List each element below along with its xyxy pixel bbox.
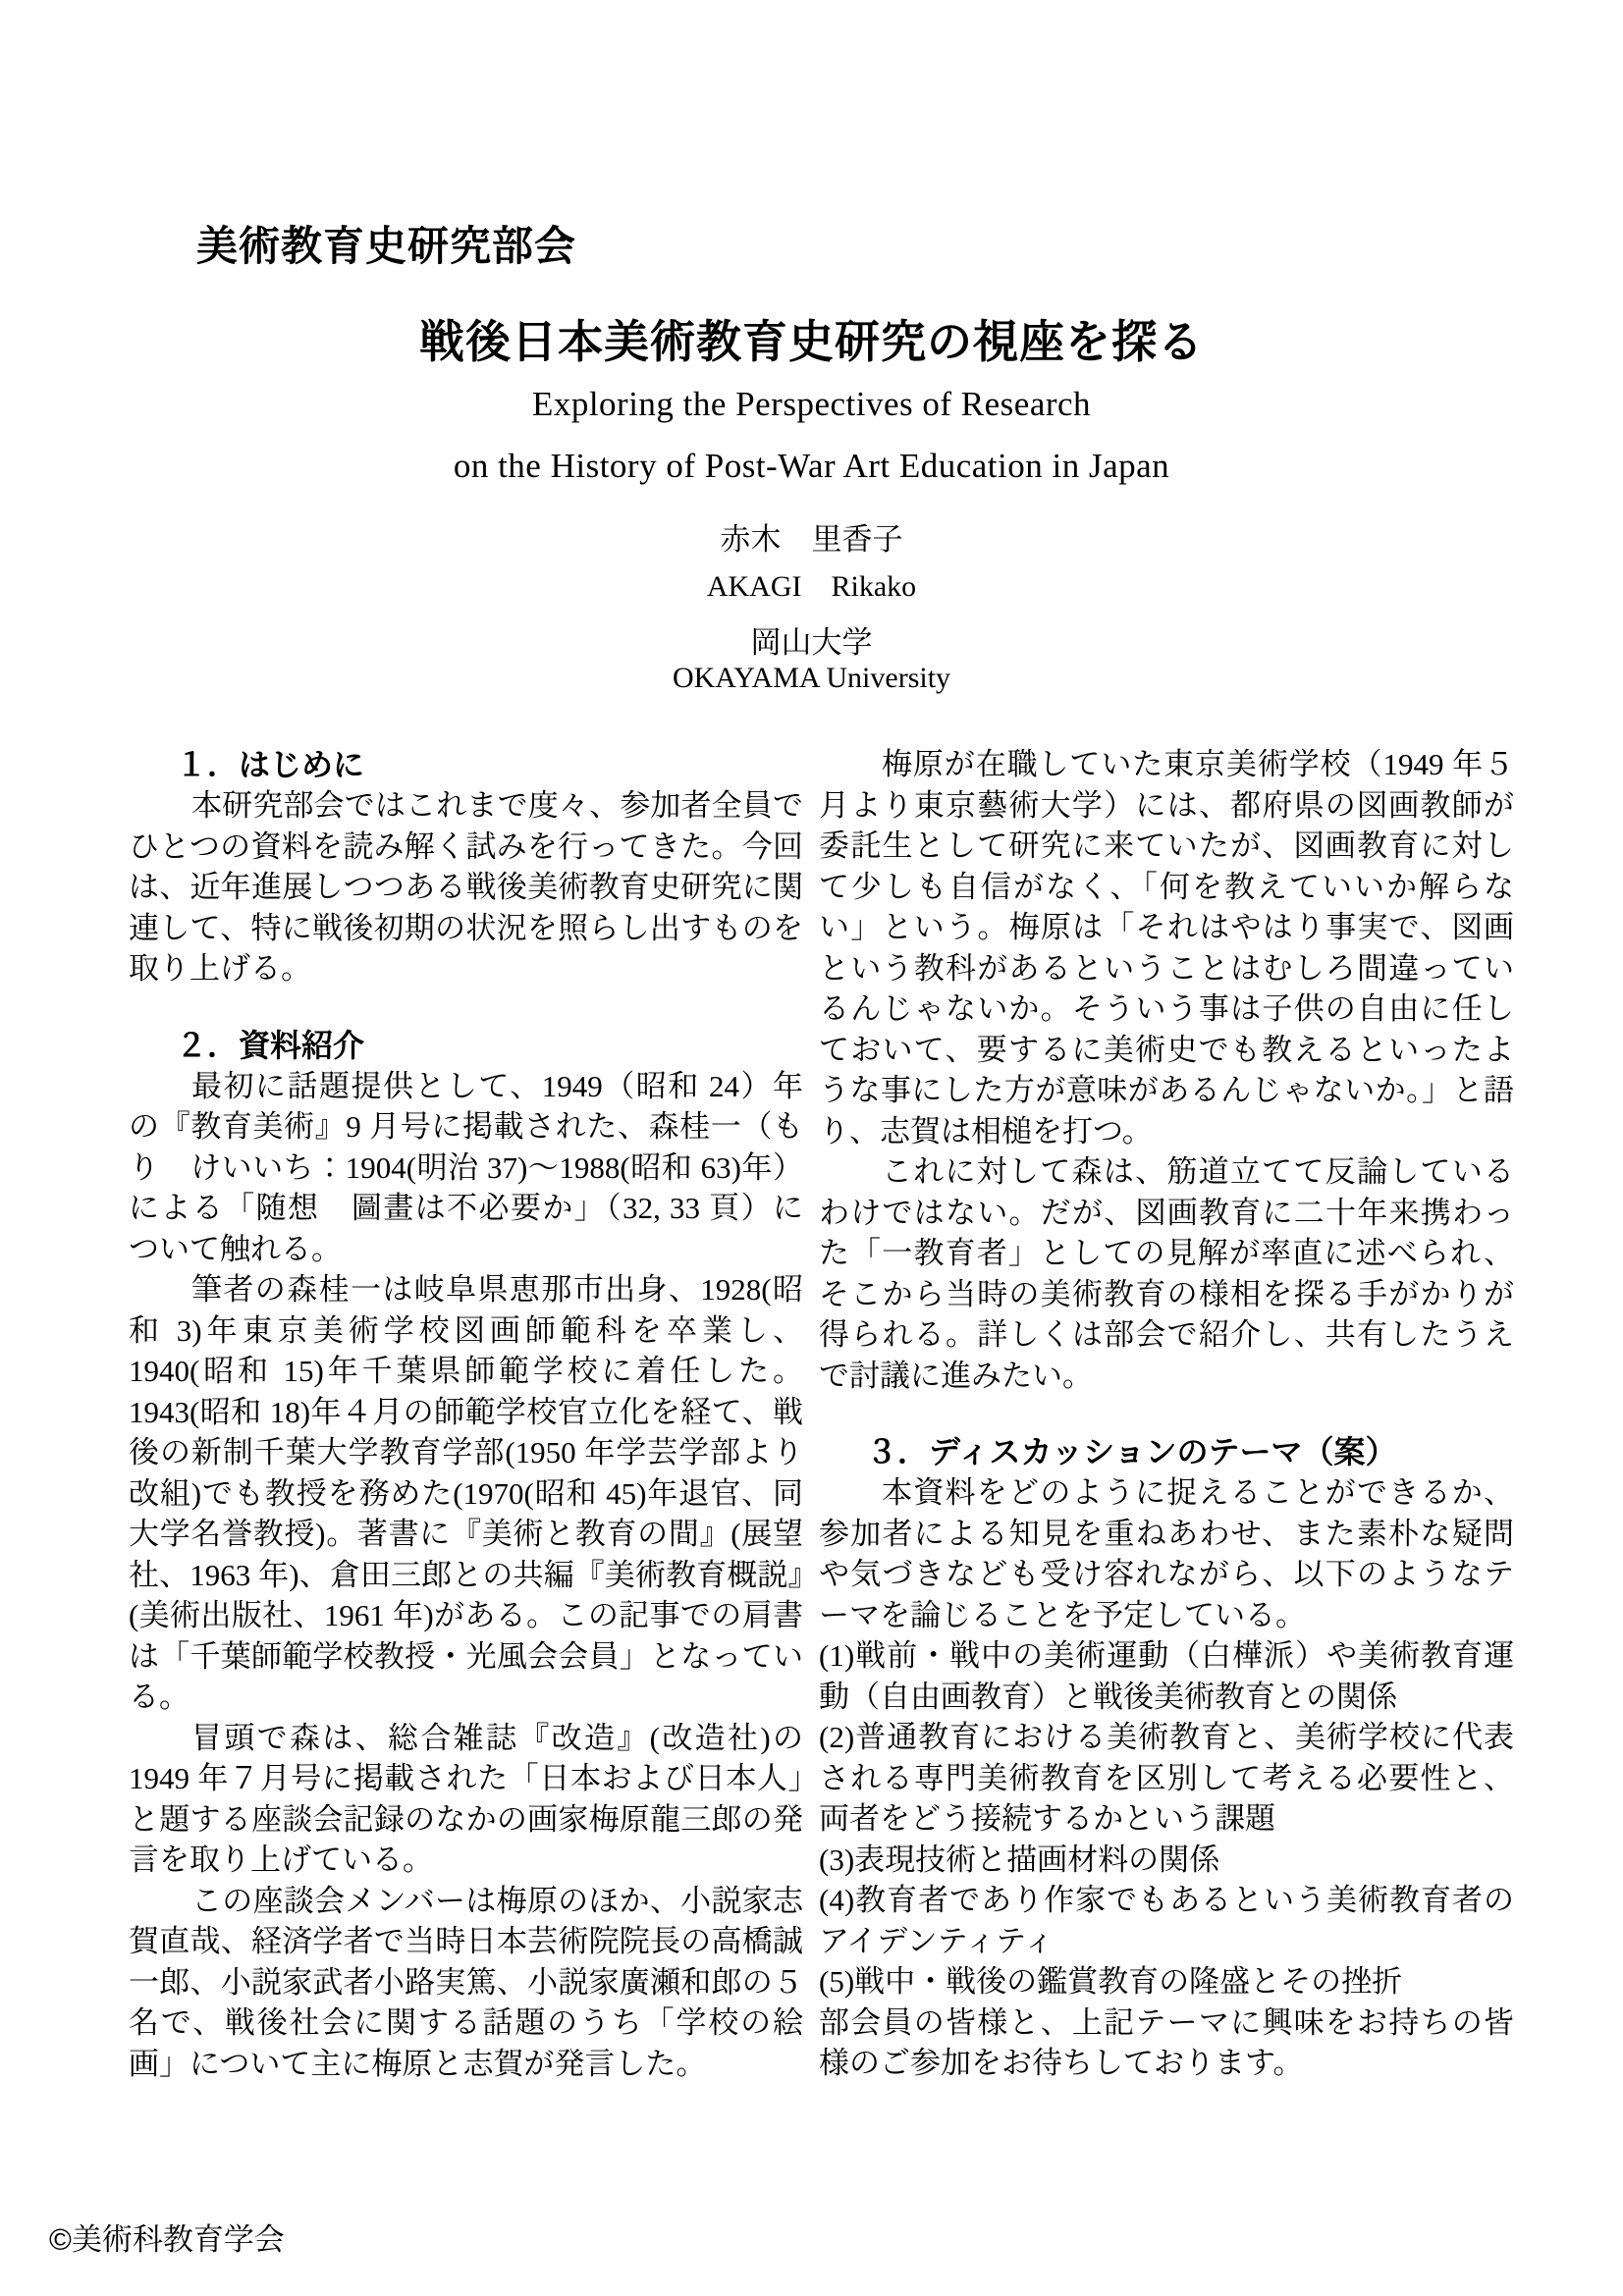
- body-columns: [129, 744, 1514, 2084]
- body-paragraph: これに対して森は、筋道立てて反論しているわけではない。だが、図画教育に二十年来携わった「一教育者」としての見解が率直に述べられ、そこから当時の美術教育の様相を探る手がかりが得られる。詳しくは部会で紹介し、共有したうえで討議に進みたい。: [819, 1154, 1514, 1393]
- author-name-ja: 赤木 里香子: [720, 522, 903, 557]
- body-paragraph: (1)戦前・戦中の美術運動（白樺派）や美術教育運動（自由画教育）と戦後美術教育との関係: [819, 1638, 1514, 1714]
- series-label: 美術教育史研究部会: [196, 223, 577, 269]
- body-paragraph: この座談会メンバーは梅原のほか、小説家志賀直哉、経済学者で当時日本芸術院院長の高橋誠一郎、小説家武者小路実篤、小説家廣瀬和郎の５名で、戦後社会に関する話題のうち「学校の絵画」について主に梅原と志賀が発言した。: [129, 1883, 803, 2081]
- body-paragraph: 部会員の皆様と、上記テーマに興味をお持ちの皆様のご参加をお待ちしております。: [819, 2004, 1514, 2080]
- body-paragraph: (3)表現技術と描画材料の関係: [819, 1842, 1220, 1877]
- copyright-notice: ©美術科教育学会: [49, 2222, 285, 2257]
- column-right: [819, 744, 1514, 2084]
- body-paragraph: (5)戦中・戦後の鑑賞教育の隆盛とその挫折: [819, 1964, 1403, 1999]
- column-left: [129, 744, 803, 2084]
- author-name-en: AKAGI Rikako: [706, 570, 917, 603]
- section-heading: １．はじめに: [176, 747, 365, 782]
- body-paragraph: 梅原が在職していた東京美術学校（1949 年５月より東京藝術大学）には、都府県の図画教師が委託生として研究に来ていたが、図画教育に対して少しも自信がなく、「何を教えていいか解らない」という。梅原は「それはやはり事実で、図画という教科があるということはむしろ間違っているんじゃないか。そういう事は子供の自由に任しておいて、要するに美術史でも教えるといったような事にした方が意味があるんじゃないか。」と語り、志賀は相槌を打つ。: [819, 747, 1514, 1148]
- affiliation-en: OKAYAMA University: [672, 662, 951, 694]
- section-heading: ２．資料紹介: [176, 1027, 365, 1063]
- body-paragraph: 最初に話題提供として、1949（昭和 24）年の『教育美術』9 月号に掲載された、森桂一（もり けいいち：1904(明治 37)～1988(昭和 63)年）による「随想 圖畫は不必要か」（32, 33 頁）について触れる。: [129, 1068, 803, 1266]
- document-title-en-line1: Exploring the Perspectives of Research: [531, 385, 1092, 423]
- section-heading: ３．ディスカッションのテーマ（案）: [866, 1434, 1397, 1469]
- body-paragraph: (4)教育者であり作家でもあるという美術教育者のアイデンティティ: [819, 1883, 1514, 1958]
- body-paragraph: (2)普通教育における美術教育と、美術学校に代表される専門美術教育を区別して考える必要性と、両者をどう接続するかという課題: [819, 1720, 1514, 1836]
- affiliation-ja: 岡山大学: [750, 625, 873, 660]
- document-title-ja: 戦後日本美術教育史研究の視座を探る: [419, 316, 1204, 367]
- body-paragraph: 筆者の森桂一は岐阜県恵那市出身、1928(昭和 3)年東京美術学校図画師範科を卒業し、1940(昭和 15)年千葉県師範学校に着任した。1943(昭和 18)年４月の師範学校官立化を経て、戦後の新制千葉大学教育学部(1950 年学芸学部より改組)でも教授を務めた(1970(昭和 45)年退官、同大学名誉教授)。著書に『美術と教育の間』(展望社、1963 年)、倉田三郎との共編『美術教育概説』(美術出版社、1961 年)がある。この記事での肩書は「千葉師範学校教授・光風会会員」となっている。: [129, 1272, 803, 1714]
- document-title-en-line2: on the History of Post-War Art Education in Japan: [453, 447, 1170, 485]
- body-paragraph: 冒頭で森は、総合雑誌『改造』(改造社)の 1949 年７月号に掲載された「日本および日本人」と題する座談会記録のなかの画家梅原龍三郎の発言を取り上げている。: [129, 1720, 803, 1877]
- body-paragraph: 本資料をどのように捉えることができるか、参加者による知見を重ねあわせ、また素朴な疑問や気づきなども受け容れながら、以下のようなテーマを論じることを予定している。: [819, 1475, 1514, 1632]
- body-paragraph: 本研究部会ではこれまで度々、参加者全員でひとつの資料を読み解く試みを行ってきた。今回は、近年進展しつつある戦後美術教育史研究に関連して、特に戦後初期の状況を照らし出すものを取り上げる。: [129, 788, 803, 986]
